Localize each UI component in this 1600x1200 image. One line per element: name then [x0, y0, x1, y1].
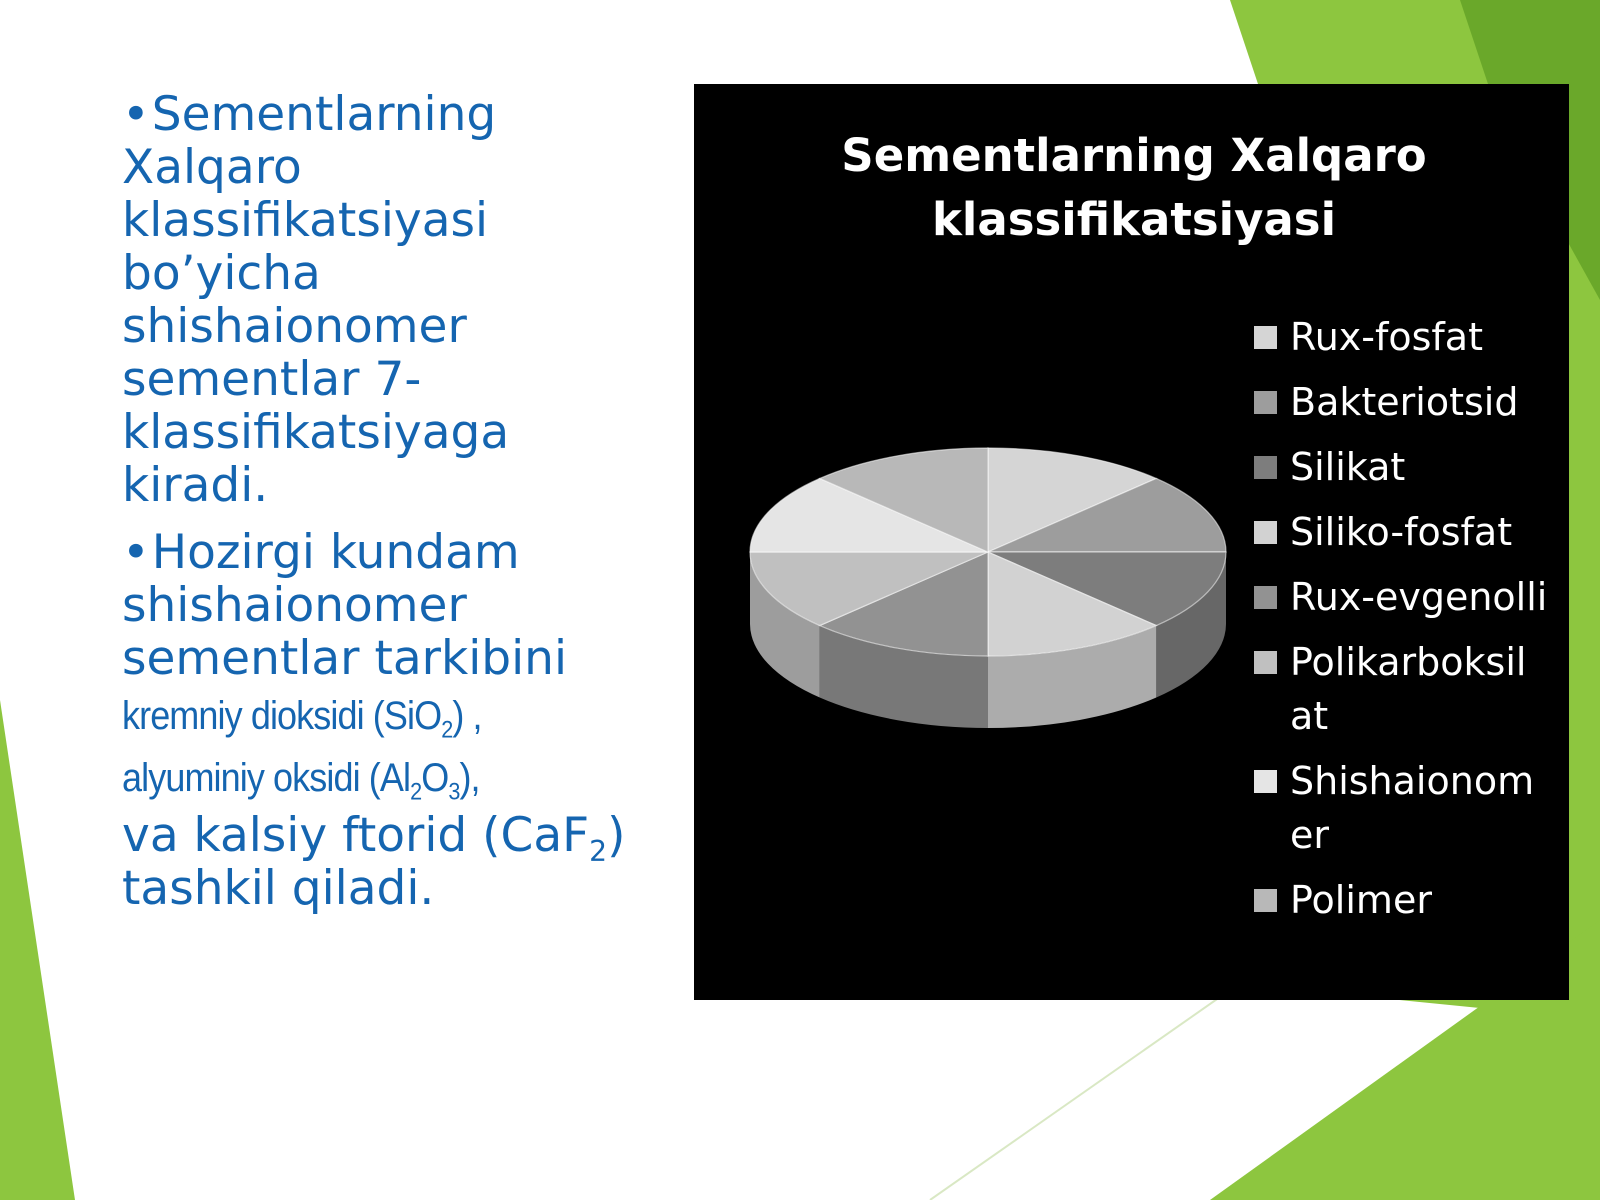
bullet-2-outro: tashkil qiladi. — [122, 861, 435, 916]
legend-swatch — [1254, 391, 1277, 414]
legend-item-shishaionomer — [1254, 754, 1554, 862]
bullet-marker: • — [122, 525, 150, 580]
compound-silica-end: ) , — [452, 694, 482, 738]
compound-alumina — [122, 747, 590, 809]
bullet-item-2 — [122, 526, 642, 915]
legend-item-rux-evgenolli — [1254, 570, 1554, 624]
subscript: 2 — [441, 716, 453, 744]
decor-line — [930, 990, 1230, 1200]
legend-swatch — [1254, 586, 1277, 609]
legend-swatch — [1254, 456, 1277, 479]
legend-label: Rux-evgenolli — [1290, 575, 1548, 619]
legend-swatch — [1254, 326, 1277, 349]
legend-label: Shishaionom er — [1290, 759, 1535, 857]
bullet-item-1 — [122, 88, 642, 512]
legend-label: Bakteriotsid — [1290, 380, 1519, 424]
legend-label: Polikarboksil at — [1290, 640, 1527, 738]
legend-item-rux-fosfat — [1254, 310, 1554, 364]
compound-silica — [122, 685, 590, 747]
compound-alumina-mid: O — [421, 756, 449, 800]
compound-calcium-fluoride — [122, 808, 642, 868]
legend-item-siliko-fosfat — [1254, 505, 1554, 559]
legend-swatch — [1254, 521, 1277, 544]
chart-legend — [1254, 310, 1554, 938]
legend-label: Rux-fosfat — [1290, 315, 1483, 359]
subscript: 3 — [448, 778, 460, 806]
green-accent-left — [0, 700, 75, 1200]
legend-item-bakteriotsid — [1254, 375, 1554, 429]
text-column — [122, 88, 642, 929]
legend-item-polikarboksilat — [1254, 635, 1554, 743]
bullet-1-text: Sementlarning Xalqaro klassifikatsiyasi bo’yicha shishaionomer sementlar 7-klassifikatsiyaga kiradi. — [122, 87, 510, 513]
compound-alumina-name: alyuminiy oksidi (Al — [122, 756, 411, 800]
subscript: 2 — [410, 778, 422, 806]
compound-alumina-end: ), — [459, 756, 480, 800]
legend-label: Siliko-fosfat — [1290, 510, 1513, 554]
legend-swatch — [1254, 770, 1277, 793]
legend-item-polimer — [1254, 873, 1554, 927]
compound-silica-name: kremniy dioksidi (SiO — [122, 694, 442, 738]
bullet-2-intro: Hozirgi kundam shishaionomer sementlar tarkibini — [122, 525, 568, 686]
legend-label: Polimer — [1290, 878, 1432, 922]
pie-chart — [694, 84, 1569, 1000]
legend-swatch — [1254, 651, 1277, 674]
legend-item-silikat — [1254, 440, 1554, 494]
bullet-2-intro-line — [122, 526, 642, 685]
compound-caf-name: va kalsiy ftorid (CaF — [122, 808, 590, 863]
bullet-marker: • — [122, 87, 150, 142]
subscript: 2 — [589, 834, 608, 868]
legend-swatch — [1254, 889, 1277, 912]
compound-caf-end: ) — [607, 808, 626, 863]
chart-title: Sementlarning Xalqaro klassifikatsiyasi — [841, 129, 1427, 246]
legend-label: Silikat — [1290, 445, 1406, 489]
